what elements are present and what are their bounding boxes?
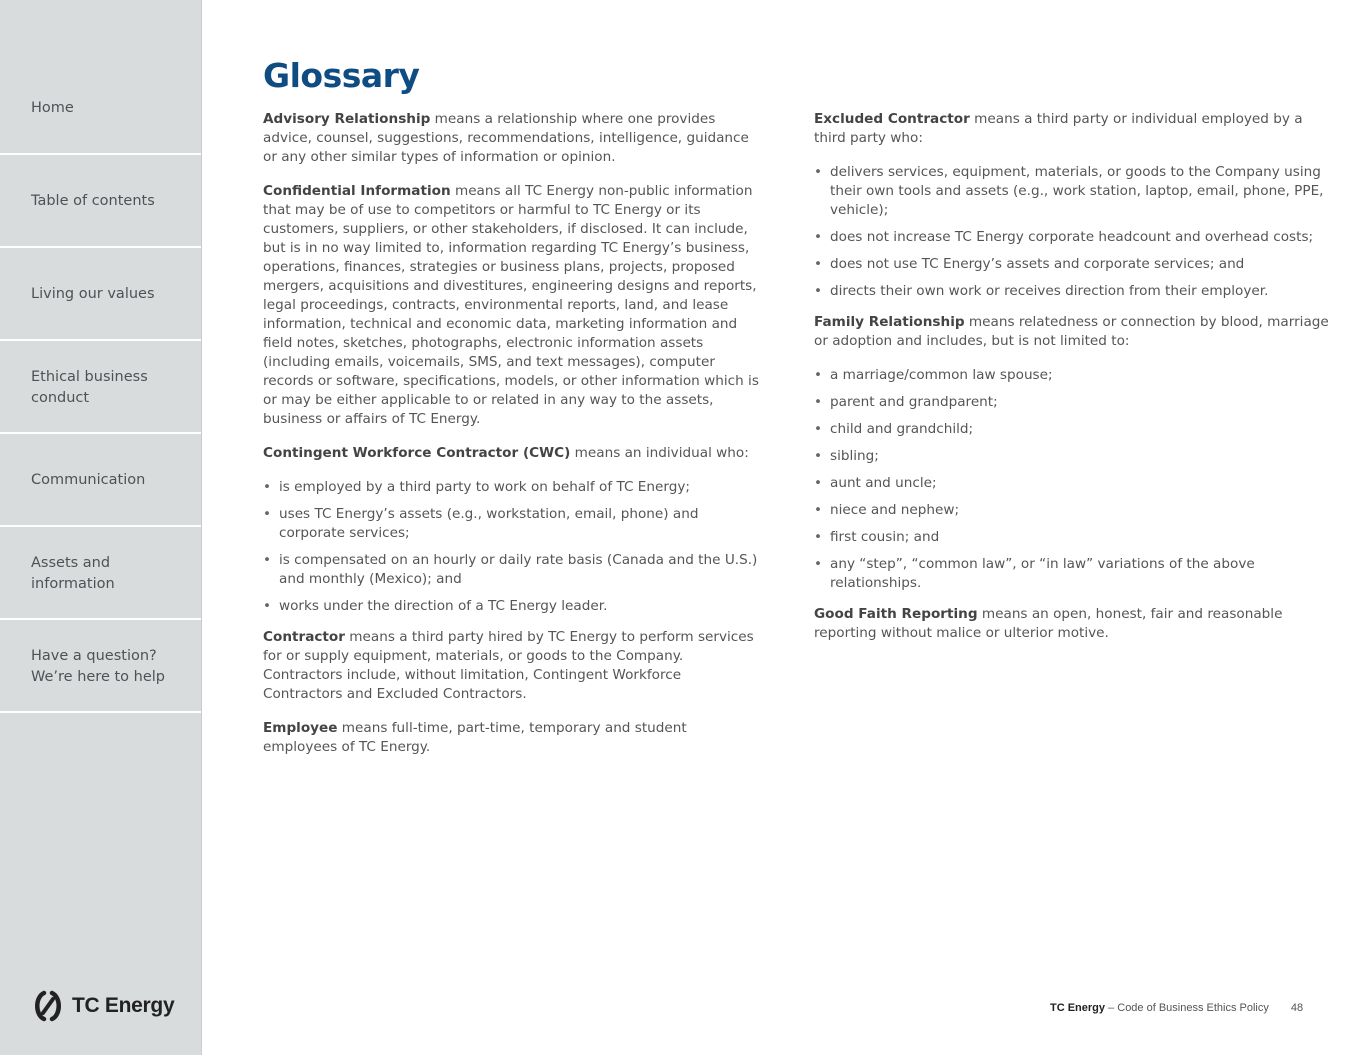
page-footer (1050, 1002, 1303, 1014)
glossary-term: Employee (263, 720, 338, 736)
list-item: • first cousin; and (814, 528, 1334, 547)
list-item: • does not use TC Energy’s assets and corporate services; and (814, 255, 1334, 274)
sidebar-item-communication[interactable] (0, 436, 201, 527)
page-title: Glossary (263, 56, 420, 95)
list-item: • directs their own work or receives direction from their employer. (814, 282, 1334, 301)
glossary-term: Family Relationship (814, 314, 965, 330)
glossary-term: Contractor (263, 629, 345, 645)
glossary-column-right (814, 110, 1334, 658)
glossary-entry-cwc (263, 444, 763, 463)
tc-energy-logo[interactable] (32, 990, 174, 1022)
list-item: • a marriage/common law spouse; (814, 366, 1334, 385)
glossary-column-left (263, 110, 763, 772)
glossary-definition: means a third party hired by TC Energy to perform services for or supply equipment, materials, or goods to the Company. Contractors include, without limitation, Contingent Workforce Contractors and Excluded Contractors. (263, 629, 754, 702)
sidebar-item-label: Communication (31, 472, 146, 488)
sidebar-item-label: Have a question? We’re here to help (31, 647, 165, 685)
glossary-entry-employee (263, 719, 763, 757)
glossary-entry-contractor (263, 628, 763, 704)
glossary-entry-confidential-information (263, 182, 763, 429)
glossary-definition: means an open, honest, fair and reasonable reporting without malice or ulterior motive. (814, 606, 1283, 641)
footer-brand: TC Energy (1050, 1002, 1106, 1014)
list-item: • parent and grandparent; (814, 393, 1334, 412)
logo-text: TC Energy (72, 994, 175, 1017)
list-item: • child and grandchild; (814, 420, 1334, 439)
list-item: • does not increase TC Energy corporate headcount and overhead costs; (814, 228, 1334, 247)
glossary-definition: means relatedness or connection by blood, marriage or adoption and includes, but is not limited to: (814, 314, 1329, 349)
list-item: • is employed by a third party to work on behalf of TC Energy; (263, 478, 763, 497)
sidebar-item-home[interactable] (0, 64, 201, 155)
cwc-list (263, 478, 763, 616)
glossary-definition: means an individual who: (570, 445, 749, 461)
glossary-entry-excluded-contractor (814, 110, 1334, 148)
sidebar-item-label: Assets and information (31, 554, 115, 592)
tc-energy-logo-icon (32, 990, 64, 1022)
glossary-term: Excluded Contractor (814, 111, 970, 127)
glossary-term: Confidential Information (263, 183, 451, 199)
sidebar-item-label: Home (31, 100, 74, 116)
sidebar-item-living-our-values[interactable] (0, 250, 201, 341)
glossary-entry-good-faith-reporting (814, 605, 1334, 643)
list-item: • is compensated on an hourly or daily rate basis (Canada and the U.S.) and monthly (Mexico); and (263, 551, 763, 589)
glossary-entry-family-relationship (814, 313, 1334, 351)
footer-doc-title: – Code of Business Ethics Policy (1105, 1002, 1269, 1014)
sidebar (0, 0, 202, 1055)
sidebar-item-label: Table of contents (31, 193, 155, 209)
glossary-term: Advisory Relationship (263, 111, 431, 127)
sidebar-item-assets-and-information[interactable] (0, 529, 201, 620)
sidebar-item-have-a-question[interactable] (0, 622, 201, 713)
sidebar-item-ethical-business-conduct[interactable] (0, 343, 201, 434)
glossary-definition: means full-time, part-time, temporary and student employees of TC Energy. (263, 720, 687, 755)
sidebar-item-label: Living our values (31, 286, 155, 302)
sidebar-item-label: Ethical business conduct (31, 368, 148, 406)
glossary-term: Good Faith Reporting (814, 606, 978, 622)
page-number: 48 (1290, 1002, 1304, 1014)
glossary-entry-advisory-relationship (263, 110, 763, 167)
glossary-term: Contingent Workforce Contractor (CWC) (263, 445, 571, 461)
list-item: • niece and nephew; (814, 501, 1334, 520)
excluded-contractor-list (814, 163, 1334, 301)
list-item: • delivers services, equipment, materials, or goods to the Company using their own tools and assets (e.g., work station, laptop, email, phone, PPE, vehicle); (814, 163, 1334, 220)
glossary-definition: means all TC Energy non-public information that may be of use to competitors or harmful to TC Energy or its customers, suppliers, or other stakeholders, if disclosed. It can include, but is in no way limited to, information regarding TC Energy’s business, operations, finances, strategies or business plans, projects, proposed mergers, acquisitions and divestitures, engineering designs and reports, legal proceedings, contracts, environmental reports, land, and lease information, technical and economic data, marketing information and field notes, sketches, photographs, electronic information assets (including emails, voicemails, SMS, and text messages), computer records or software, specifications, models, or other information which is or may be either applicable to or related in any way to the assets, business or affairs of TC Energy. (263, 183, 759, 427)
family-relationship-list (814, 366, 1334, 593)
list-item: • any “step”, “common law”, or “in law” variations of the above relationships. (814, 555, 1334, 593)
list-item: • sibling; (814, 447, 1334, 466)
list-item: • uses TC Energy’s assets (e.g., workstation, email, phone) and corporate services; (263, 505, 763, 543)
list-item: • works under the direction of a TC Energy leader. (263, 597, 763, 616)
sidebar-item-table-of-contents[interactable] (0, 157, 201, 248)
glossary-definition: means a relationship where one provides advice, counsel, suggestions, recommendations, intelligence, guidance or any other similar types of information or opinion. (263, 111, 749, 165)
glossary-definition: means a third party or individual employed by a third party who: (814, 111, 1303, 146)
list-item: • aunt and uncle; (814, 474, 1334, 493)
